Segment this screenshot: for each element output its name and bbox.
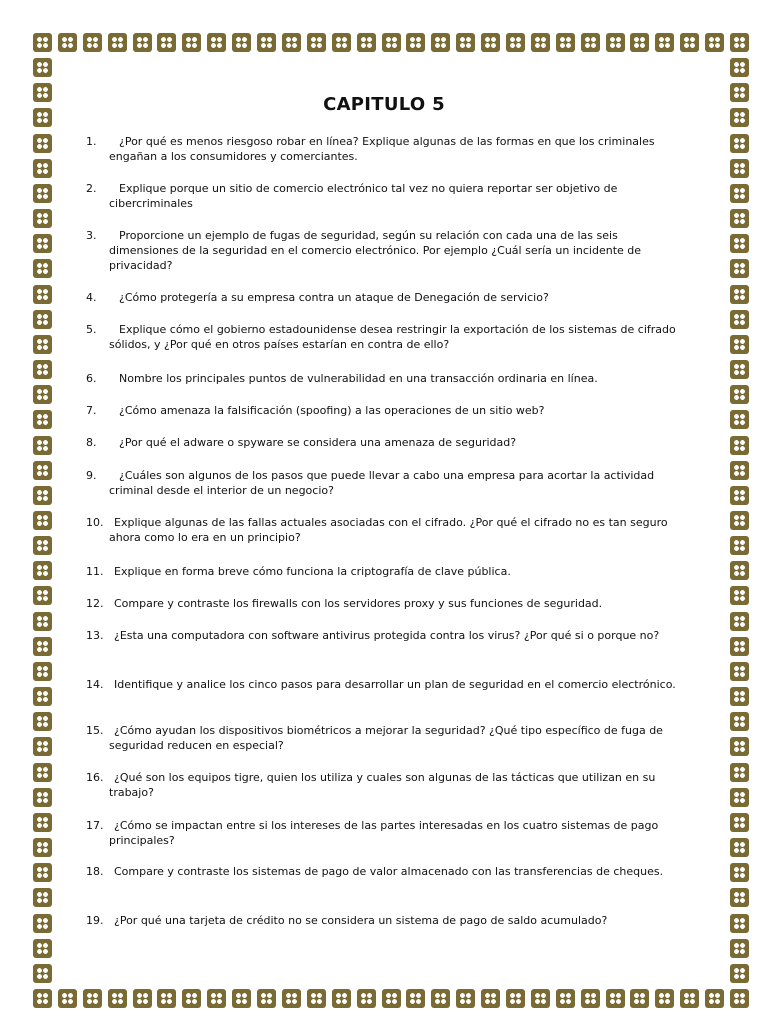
quatrefoil-tile-icon [680, 33, 699, 52]
quatrefoil-tile-icon [332, 989, 351, 1008]
quatrefoil-tile-icon [705, 33, 724, 52]
question-item [86, 628, 676, 643]
quatrefoil-tile-icon [730, 586, 749, 605]
quatrefoil-tile-icon [33, 436, 52, 455]
quatrefoil-tile-icon [33, 461, 52, 480]
quatrefoil-tile-icon [606, 33, 625, 52]
quatrefoil-tile-icon [730, 285, 749, 304]
quatrefoil-tile-icon [531, 989, 550, 1008]
quatrefoil-tile-icon [382, 33, 401, 52]
quatrefoil-tile-icon [33, 511, 52, 530]
quatrefoil-tile-icon [33, 687, 52, 706]
quatrefoil-tile-icon [730, 259, 749, 278]
quatrefoil-tile-icon [33, 310, 52, 329]
question-item [86, 723, 676, 753]
quatrefoil-tile-icon [630, 33, 649, 52]
quatrefoil-tile-icon [33, 612, 52, 631]
quatrefoil-tile-icon [257, 989, 276, 1008]
question-item [86, 403, 676, 418]
quatrefoil-tile-icon [83, 989, 102, 1008]
question-number: 16. [86, 771, 104, 784]
quatrefoil-tile-icon [730, 33, 749, 52]
quatrefoil-tile-icon [456, 33, 475, 52]
quatrefoil-tile-icon [33, 813, 52, 832]
question-item [86, 913, 676, 928]
quatrefoil-tile-icon [581, 989, 600, 1008]
quatrefoil-tile-icon [730, 335, 749, 354]
question-number: 10. [86, 516, 104, 529]
quatrefoil-tile-icon [406, 33, 425, 52]
quatrefoil-tile-icon [730, 612, 749, 631]
quatrefoil-tile-icon [33, 410, 52, 429]
quatrefoil-tile-icon [33, 662, 52, 681]
question-text: Compare y contraste los firewalls con los servidores proxy y sus funciones de seguridad. [114, 597, 603, 610]
question-number: 19. [86, 914, 104, 927]
quatrefoil-tile-icon [730, 536, 749, 555]
quatrefoil-tile-icon [606, 989, 625, 1008]
quatrefoil-tile-icon [382, 989, 401, 1008]
quatrefoil-tile-icon [730, 838, 749, 857]
quatrefoil-tile-icon [307, 33, 326, 52]
quatrefoil-tile-icon [730, 763, 749, 782]
quatrefoil-tile-icon [730, 134, 749, 153]
quatrefoil-tile-icon [33, 712, 52, 731]
quatrefoil-tile-icon [456, 989, 475, 1008]
question-text: Explique en forma breve cómo funciona la criptografía de clave pública. [114, 565, 511, 578]
question-number: 14. [86, 678, 104, 691]
question-number: 2. [86, 182, 97, 195]
question-number: 11. [86, 565, 104, 578]
quatrefoil-tile-icon [33, 989, 52, 1008]
quatrefoil-tile-icon [33, 838, 52, 857]
quatrefoil-tile-icon [730, 637, 749, 656]
question-item [86, 564, 676, 579]
quatrefoil-tile-icon [730, 234, 749, 253]
quatrefoil-tile-icon [730, 159, 749, 178]
quatrefoil-tile-icon [133, 989, 152, 1008]
quatrefoil-tile-icon [655, 33, 674, 52]
quatrefoil-tile-icon [207, 33, 226, 52]
quatrefoil-tile-icon [33, 536, 52, 555]
question-number: 15. [86, 724, 104, 737]
question-text: ¿Por qué es menos riesgoso robar en línea? Explique algunas de las formas en que los criminales engañan a los consumidores y comerciantes. [109, 135, 655, 163]
quatrefoil-tile-icon [730, 436, 749, 455]
quatrefoil-tile-icon [481, 33, 500, 52]
quatrefoil-tile-icon [431, 33, 450, 52]
quatrefoil-tile-icon [730, 939, 749, 958]
quatrefoil-tile-icon [33, 58, 52, 77]
quatrefoil-tile-icon [730, 888, 749, 907]
question-item [86, 468, 676, 498]
question-item [86, 228, 676, 273]
quatrefoil-tile-icon [83, 33, 102, 52]
quatrefoil-tile-icon [730, 360, 749, 379]
question-text: Explique cómo el gobierno estadounidense desea restringir la exportación de los sistemas de cifrado sólidos, y ¿Por qué en otros países estarían en contra de ello? [109, 323, 676, 351]
quatrefoil-tile-icon [556, 989, 575, 1008]
quatrefoil-tile-icon [157, 33, 176, 52]
question-item [86, 181, 676, 211]
quatrefoil-tile-icon [58, 989, 77, 1008]
question-item [86, 818, 676, 848]
question-text: Proporcione un ejemplo de fugas de seguridad, según su relación con cada una de las seis dimensiones de la seguridad en el comercio electrónico. Por ejemplo ¿Cuál sería un incidente de privacidad? [109, 229, 642, 272]
quatrefoil-tile-icon [157, 989, 176, 1008]
question-number: 18. [86, 865, 104, 878]
quatrefoil-tile-icon [506, 33, 525, 52]
question-number: 7. [86, 404, 97, 417]
quatrefoil-tile-icon [730, 863, 749, 882]
quatrefoil-tile-icon [730, 310, 749, 329]
quatrefoil-tile-icon [108, 33, 127, 52]
question-number: 13. [86, 629, 104, 642]
quatrefoil-tile-icon [33, 863, 52, 882]
quatrefoil-tile-icon [282, 33, 301, 52]
quatrefoil-tile-icon [581, 33, 600, 52]
question-number: 3. [86, 229, 97, 242]
question-number: 17. [86, 819, 104, 832]
quatrefoil-tile-icon [182, 33, 201, 52]
question-text: ¿Cuáles son algunos de los pasos que puede llevar a cabo una empresa para acortar la actividad criminal desde el interior de un negocio? [109, 469, 655, 497]
question-item [86, 770, 676, 800]
question-number: 12. [86, 597, 104, 610]
quatrefoil-tile-icon [33, 184, 52, 203]
question-number: 4. [86, 291, 97, 304]
question-number: 6. [86, 372, 97, 385]
quatrefoil-tile-icon [730, 184, 749, 203]
quatrefoil-tile-icon [33, 914, 52, 933]
question-item [86, 435, 676, 450]
quatrefoil-tile-icon [282, 989, 301, 1008]
question-text: ¿Qué son los equipos tigre, quien los utiliza y cuales son algunas de las tácticas que utilizan en su trabajo? [109, 771, 656, 799]
question-text: ¿Cómo se impactan entre si los intereses de las partes interesadas en los cuatro sistemas de pago principales? [109, 819, 659, 847]
quatrefoil-tile-icon [730, 989, 749, 1008]
quatrefoil-tile-icon [257, 33, 276, 52]
quatrefoil-tile-icon [33, 209, 52, 228]
quatrefoil-tile-icon [58, 33, 77, 52]
quatrefoil-tile-icon [207, 989, 226, 1008]
quatrefoil-tile-icon [33, 737, 52, 756]
quatrefoil-tile-icon [730, 486, 749, 505]
question-text: ¿Esta una computadora con software antivirus protegida contra los virus? ¿Por qué si o porque no? [114, 629, 660, 642]
question-text: ¿Cómo amenaza la falsificación (spoofing) a las operaciones de un sitio web? [119, 404, 545, 417]
quatrefoil-tile-icon [730, 813, 749, 832]
quatrefoil-tile-icon [33, 561, 52, 580]
quatrefoil-tile-icon [108, 989, 127, 1008]
question-text: Explique algunas de las fallas actuales asociadas con el cifrado. ¿Por qué el cifrado no es tan seguro ahora como lo era en un principio? [109, 516, 668, 544]
quatrefoil-tile-icon [556, 33, 575, 52]
question-item [86, 134, 676, 164]
quatrefoil-tile-icon [730, 687, 749, 706]
quatrefoil-tile-icon [33, 385, 52, 404]
quatrefoil-tile-icon [33, 637, 52, 656]
quatrefoil-tile-icon [33, 134, 52, 153]
quatrefoil-tile-icon [730, 461, 749, 480]
quatrefoil-tile-icon [232, 33, 251, 52]
question-item [86, 290, 676, 305]
quatrefoil-tile-icon [332, 33, 351, 52]
question-text: ¿Por qué una tarjeta de crédito no se considera un sistema de pago de saldo acumulado? [114, 914, 608, 927]
quatrefoil-tile-icon [33, 360, 52, 379]
quatrefoil-tile-icon [133, 33, 152, 52]
question-text: ¿Cómo protegería a su empresa contra un ataque de Denegación de servicio? [119, 291, 549, 304]
quatrefoil-tile-icon [705, 989, 724, 1008]
quatrefoil-tile-icon [33, 586, 52, 605]
question-number: 9. [86, 469, 97, 482]
quatrefoil-tile-icon [307, 989, 326, 1008]
question-item [86, 596, 676, 611]
quatrefoil-tile-icon [730, 58, 749, 77]
quatrefoil-tile-icon [481, 989, 500, 1008]
question-text: ¿Por qué el adware o spyware se considera una amenaza de seguridad? [119, 436, 517, 449]
quatrefoil-tile-icon [730, 511, 749, 530]
quatrefoil-tile-icon [531, 33, 550, 52]
quatrefoil-tile-icon [33, 888, 52, 907]
question-text: Identifique y analice los cinco pasos para desarrollar un plan de seguridad en el comercio electrónico. [114, 678, 676, 691]
quatrefoil-tile-icon [730, 914, 749, 933]
quatrefoil-tile-icon [680, 989, 699, 1008]
question-text: Nombre los principales puntos de vulnerabilidad en una transacción ordinaria en línea. [119, 372, 598, 385]
quatrefoil-tile-icon [730, 561, 749, 580]
question-item [86, 677, 676, 692]
quatrefoil-tile-icon [730, 385, 749, 404]
quatrefoil-tile-icon [730, 788, 749, 807]
quatrefoil-tile-icon [33, 335, 52, 354]
question-text: Explique porque un sitio de comercio electrónico tal vez no quiera reportar ser objetivo de cibercriminales [109, 182, 618, 210]
quatrefoil-tile-icon [730, 662, 749, 681]
question-text: ¿Cómo ayudan los dispositivos biométricos a mejorar la seguridad? ¿Qué tipo específico de fuga de seguridad reducen en especial? [109, 724, 663, 752]
quatrefoil-tile-icon [406, 989, 425, 1008]
quatrefoil-tile-icon [33, 285, 52, 304]
question-item [86, 322, 676, 352]
quatrefoil-tile-icon [506, 989, 525, 1008]
question-item [86, 515, 676, 545]
quatrefoil-tile-icon [655, 989, 674, 1008]
question-item [86, 371, 676, 386]
quatrefoil-tile-icon [33, 939, 52, 958]
quatrefoil-tile-icon [33, 788, 52, 807]
page-title: CAPITULO 5 [323, 94, 445, 115]
quatrefoil-tile-icon [33, 763, 52, 782]
quatrefoil-tile-icon [730, 964, 749, 983]
quatrefoil-tile-icon [33, 486, 52, 505]
quatrefoil-tile-icon [357, 33, 376, 52]
quatrefoil-tile-icon [33, 964, 52, 983]
quatrefoil-tile-icon [730, 737, 749, 756]
quatrefoil-tile-icon [33, 259, 52, 278]
quatrefoil-tile-icon [232, 989, 251, 1008]
question-number: 8. [86, 436, 97, 449]
quatrefoil-tile-icon [33, 33, 52, 52]
question-number: 5. [86, 323, 97, 336]
quatrefoil-tile-icon [357, 989, 376, 1008]
question-text: Compare y contraste los sistemas de pago de valor almacenado con las transferencias de cheques. [114, 865, 664, 878]
quatrefoil-tile-icon [182, 989, 201, 1008]
quatrefoil-tile-icon [730, 712, 749, 731]
quatrefoil-tile-icon [730, 410, 749, 429]
quatrefoil-tile-icon [33, 234, 52, 253]
quatrefoil-tile-icon [33, 159, 52, 178]
quatrefoil-tile-icon [630, 989, 649, 1008]
question-item [86, 864, 676, 879]
question-number: 1. [86, 135, 97, 148]
quatrefoil-tile-icon [730, 209, 749, 228]
quatrefoil-tile-icon [431, 989, 450, 1008]
